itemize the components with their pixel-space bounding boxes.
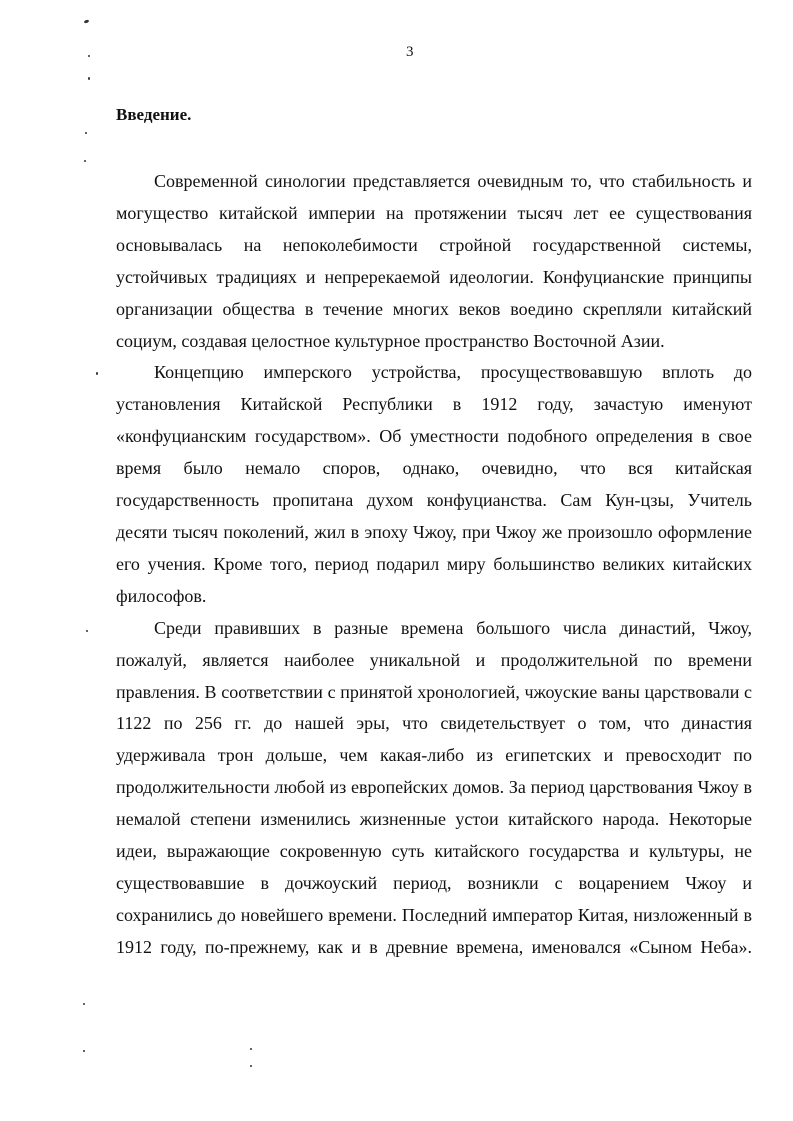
text-line: «конфуцианским государством». Об уместности подобного определения в свое — [116, 426, 752, 447]
scan-speck — [250, 1065, 252, 1067]
paragraph-1 — [78, 166, 752, 357]
text-line: организации общества в течение многих веков воедино скрепляли китайский — [116, 298, 752, 319]
text-line: государственность пропитана духом конфуцианства. Сам Кун-цзы, Учитель — [116, 490, 752, 511]
body-text — [78, 166, 752, 964]
scan-speck — [85, 132, 87, 134]
text-line: основывалась на непоколебимости стройной государственной системы, — [116, 234, 752, 255]
text-line: десяти тысяч поколений, жил в эпоху Чжоу, при Чжоу же произошло оформление — [116, 521, 752, 542]
text-line: время было немало споров, однако, очевидно, что вся китайская — [116, 458, 752, 479]
text-line: устойчивых традициях и непререкаемой идеологии. Конфуцианские принципы — [116, 266, 752, 287]
text-line: 1912 году, по-прежнему, как и в древние времена, именовался «Сыном Неба». — [116, 936, 752, 957]
text-line: Среди правивших в разные времена большого числа династий, Чжоу, — [154, 617, 752, 638]
text-line: удерживала трон дольше, чем какая-либо из египетских и превосходит по — [116, 745, 752, 766]
page-number: 3 — [406, 44, 414, 60]
scan-speck — [83, 1003, 85, 1005]
scan-speck — [88, 77, 90, 80]
text-line: социум, создавая целостное культурное пространство Восточной Азии. — [116, 330, 665, 351]
text-line: пожалуй, является наиболее уникальной и продолжительной по времени — [116, 649, 752, 670]
scan-speck — [84, 19, 90, 24]
text-line: Современной синологии представляется очевидным то, что стабильность и — [154, 171, 752, 191]
text-line: его учения. Кроме того, период подарил миру большинство великих китайских — [116, 553, 752, 574]
paragraph-2 — [78, 357, 752, 612]
text-line: идеи, выражающие сокровенную суть китайского государства и культуры, не — [116, 841, 752, 862]
text-line: 1122 по 256 гг. до нашей эры, что свидетельствует о том, что династия — [116, 713, 752, 734]
text-line: существовавшие в дочжоуский период, возникли с воцарением Чжоу и — [116, 872, 752, 893]
text-line: философов. — [116, 585, 207, 606]
scan-speck — [83, 1050, 85, 1052]
scan-speck — [250, 1048, 252, 1050]
paragraph-3 — [78, 613, 752, 964]
text-line: установления Китайской Республики в 1912 году, зачастую именуют — [116, 394, 752, 415]
text-line: правления. В соответствии с принятой хронологией, чжоуские ваны царствовали с — [116, 681, 752, 702]
scan-speck — [88, 55, 90, 57]
text-line: сохранились до новейшего времени. Последний император Китая, низложенный в — [116, 904, 752, 925]
text-line: немалой степени изменились жизненные устои китайского народа. Некоторые — [116, 809, 752, 830]
text-line: могущество китайской империи на протяжении тысяч лет ее существования — [116, 202, 752, 223]
text-line: продолжительности любой из европейских домов. За период царствования Чжоу в — [116, 777, 752, 798]
section-heading: Введение. — [116, 105, 192, 124]
text-line: Концепцию имперского устройства, просуществовавшую вплоть до — [154, 362, 752, 383]
scan-speck — [84, 160, 86, 162]
